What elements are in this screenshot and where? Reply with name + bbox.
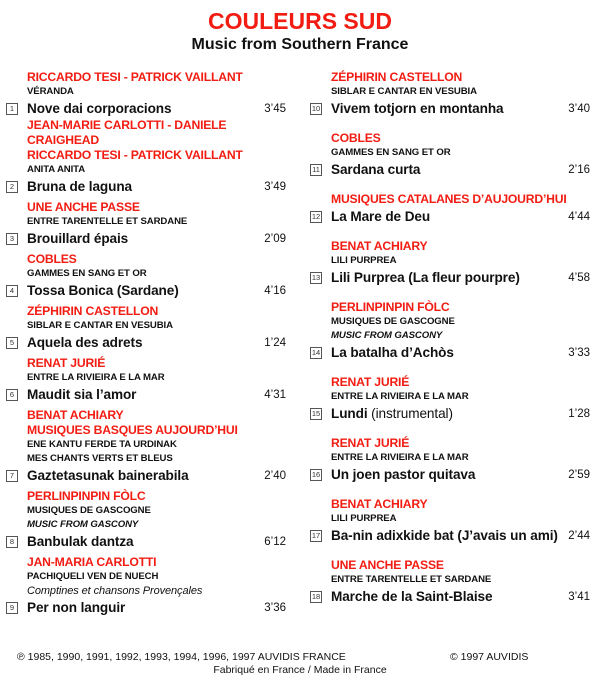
track-duration: 2’59 [568,468,590,481]
track-duration: 3’49 [264,180,286,193]
track-title [27,231,290,246]
track-number-box: 17 [311,530,321,540]
track-row [6,598,290,617]
track-title-text: Vivem totjorn en montanha [331,101,504,116]
artist-name: PERLINPINPIN FÒLC [27,489,146,503]
artist-name: RICCARDO TESI - PATRICK VAILLANT [27,148,243,162]
track-title-text: Banbulak dantza [27,534,134,549]
track-number-box: 14 [311,347,321,357]
track-number-box: 18 [311,591,321,601]
track-entry [310,375,594,423]
album-name: VÉRANDA [27,86,74,97]
track-entry [6,200,290,248]
track-row [6,466,290,485]
track-row [6,281,290,300]
track-title-text: Marche de la Saint-Blaise [331,589,493,604]
header [0,0,600,55]
track-duration: 2’40 [264,469,286,482]
artist-name: JAN-MARIA CARLOTTI [27,555,157,569]
tracklist-left-column [6,70,290,617]
made-in-notice: Fabriqué en France / Made in France [213,664,387,676]
artist-name: BENAT ACHIARY [331,239,428,253]
track-row [310,99,594,118]
track-number-box: 3 [6,233,18,245]
track-entry [310,300,594,362]
track-title [331,589,594,604]
track-title-text: Nove dai corporacions [27,101,172,116]
album-name: MES CHANTS VERTS ET BLEUS [27,453,173,464]
track-duration: 3’36 [264,601,286,614]
artist-name: RENAT JURIÉ [331,436,410,450]
track-entry [310,558,594,606]
copyright-notice: © 1997 AUVIDIS [450,651,529,663]
track-number-box: 15 [311,408,321,418]
track-number-box: 9 [6,602,18,614]
track-title [27,101,290,116]
track-duration: 6’12 [264,535,286,548]
album-name: MUSIQUES DE GASCOGNE [331,316,455,327]
track-duration: 4’31 [264,388,286,401]
album-name: GAMMES EN SANG ET OR [27,268,147,279]
track-duration: 1’24 [264,336,286,349]
track-title-text: Un joen pastor quitava [331,467,476,482]
track-title [331,270,594,285]
phonogram-notice: ℗ 1985, 1990, 1991, 1992, 1993, 1994, 1996, 1997 AUVIDIS FRANCE [17,651,346,663]
track-duration: 3’33 [568,346,590,359]
album-subtitle: MUSIC FROM GASCONY [27,519,139,530]
artist-name: ZÉPHIRIN CASTELLON [331,70,463,84]
track-number-box: 5 [6,337,18,349]
album-name: ENTRE LA RIVIEIRA E LA MAR [27,372,165,383]
track-title [27,534,290,549]
track-title [331,406,594,421]
album-name: PACHIQUELI VEN DE NUECH [27,571,159,582]
album-subtitle: MUSIC FROM GASCONY [331,330,443,341]
track-duration: 1’28 [568,407,590,420]
track-entry [310,497,594,545]
artist-name: COBLES [27,252,77,266]
track-row [310,160,594,179]
album-name: ENTRE TARENTELLE ET SARDANE [331,574,492,585]
artist-name: MUSIQUES CATALANES D’AUJOURD’HUI [331,192,567,206]
track-title-text: Sardana curta [331,162,421,177]
track-row [6,229,290,248]
track-title-text: La batalha d’Achòs [331,345,454,360]
track-number-box: 12 [311,211,321,221]
track-title-suffix: (instrumental) [367,406,453,421]
track-number-box: 13 [311,272,321,282]
album-name: GAMMES EN SANG ET OR [331,147,451,158]
track-title-text: Gaztetasunak bainerabila [27,468,189,483]
album-subtitle: Music from Southern France [191,36,409,53]
track-duration: 4’44 [568,210,590,223]
artist-name: RICCARDO TESI - PATRICK VAILLANT [27,70,243,84]
album-subtitle: Comptines et chansons Provençales [27,585,203,597]
track-title-text: Tossa Bonica (Sardane) [27,283,179,298]
track-entry [310,131,594,179]
track-duration: 2’16 [568,163,590,176]
track-duration: 3’45 [264,102,286,115]
track-duration: 3’41 [568,590,590,603]
track-title-text: Brouillard épais [27,231,129,246]
track-row [310,343,594,362]
track-title-text: Bruna de laguna [27,179,132,194]
track-title-text: La Mare de Deu [331,209,431,224]
track-entry [6,70,290,118]
track-number-box: 16 [311,469,321,479]
track-title [27,387,290,402]
track-number-box: 4 [6,285,18,297]
album-title: COULEURS SUD [207,8,392,34]
track-duration: 2’09 [264,232,286,245]
track-title-text: Aquela des adrets [27,335,143,350]
track-number-box: 2 [6,181,18,193]
track-row [6,177,290,196]
track-title [331,101,594,116]
album-name: SIBLAR E CANTAR EN VESUBIA [331,86,477,97]
track-row [310,268,594,287]
track-title [27,283,290,298]
album-name: MUSIQUES DE GASCOGNE [27,505,151,516]
track-duration: 3’40 [568,102,590,115]
track-entry [6,408,290,485]
track-row [310,404,594,423]
artist-name: PERLINPINPIN FÒLC [331,300,450,314]
track-entry [310,192,594,226]
track-title [27,179,290,194]
artist-name: UNE ANCHE PASSE [27,200,140,214]
artist-name: COBLES [331,131,381,145]
track-title [27,468,290,483]
track-number-box: 6 [6,389,18,401]
track-entry [310,239,594,287]
track-title [331,209,594,224]
album-name: LILI PURPREA [331,255,397,266]
artist-name: JEAN-MARIE CARLOTTI - DANIELE CRAIGHEAD [27,118,227,147]
track-title [331,467,594,482]
album-name: LILI PURPREA [331,513,397,524]
track-duration: 4’16 [264,284,286,297]
track-title-text: Lundi [331,406,368,421]
track-entry [310,436,594,484]
track-title [27,600,290,615]
track-entry [310,70,594,118]
artist-name: UNE ANCHE PASSE [331,558,444,572]
album-name: SIBLAR E CANTAR EN VESUBIA [27,320,173,331]
track-title-text: Lili Purprea (La fleur pourpre) [331,270,520,285]
track-title-text: Maudit sia l’amor [27,387,137,402]
track-entry [6,304,290,352]
track-duration: 2’44 [568,529,590,542]
track-title [331,528,594,543]
track-row [6,385,290,404]
artist-name: ZÉPHIRIN CASTELLON [27,304,159,318]
track-row [310,465,594,484]
track-title-text: Ba-nin adixkide bat (J’avais un ami) [331,528,558,543]
album-name: ENTRE TARENTELLE ET SARDANE [27,216,188,227]
track-entry [6,118,290,196]
track-duration: 4’58 [568,271,590,284]
track-entry [6,489,290,551]
artist-name: RENAT JURIÉ [331,375,410,389]
tracklist-right-column [310,70,594,606]
track-title [331,162,594,177]
track-row [310,587,594,606]
track-entry [6,356,290,404]
track-row [6,99,290,118]
album-name: ENTRE LA RIVIEIRA E LA MAR [331,452,469,463]
track-row [6,333,290,352]
track-row [310,526,594,545]
track-number-box: 11 [310,164,322,176]
track-entry [6,555,290,617]
artist-name: MUSIQUES BASQUES AUJOURD’HUI [27,423,238,437]
album-name: ENE KANTU FERDE TA URDINAK [27,439,177,450]
track-entry [6,252,290,300]
track-row [310,207,594,226]
artist-name: BENAT ACHIARY [27,408,124,422]
album-name: ANITA ANITA [27,164,86,175]
artist-name: RENAT JURIÉ [27,356,106,370]
track-number-box: 7 [6,470,18,482]
album-name: ENTRE LA RIVIEIRA E LA MAR [331,391,469,402]
track-row [6,532,290,551]
track-title-text: Per non languir [27,600,126,615]
track-number-box: 10 [311,103,321,113]
track-number-box: 8 [6,536,18,548]
track-title [331,345,594,360]
artist-name: BENAT ACHIARY [331,497,428,511]
track-title [27,335,290,350]
track-number-box: 1 [6,103,18,115]
